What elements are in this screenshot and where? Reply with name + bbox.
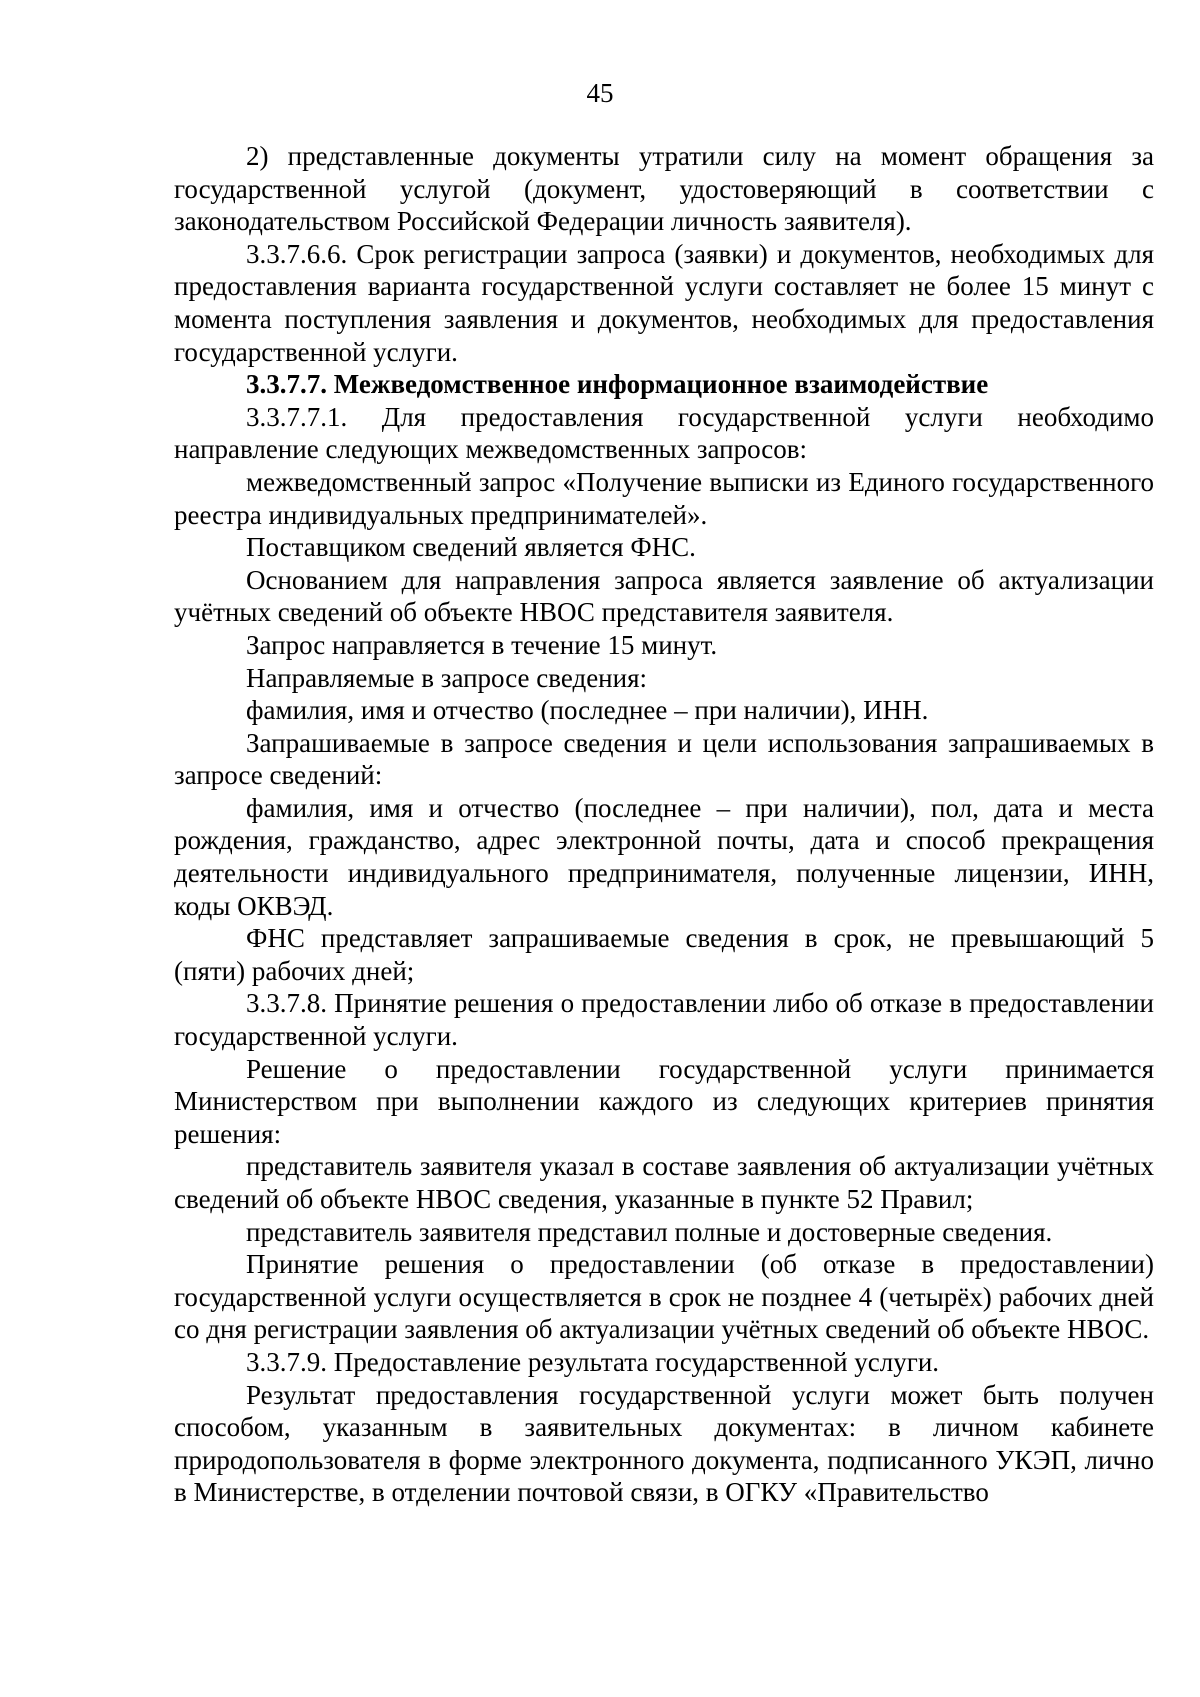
section-heading: 3.3.7.7. Межведомственное информационное взаимодействие xyxy=(246,369,989,400)
paragraph: фамилия, имя и отчество (последнее – при наличии), пол, дата и места рождения, гражданство, адрес электронной почты, дата и способ прекращения деятельности индивидуального предпринимателя, полученные лицензии, ИНН, коды ОКВЭД. xyxy=(174,792,1154,921)
paragraph: 3.3.7.6.6. Срок регистрации запроса (заявки) и документов, необходимых для предоставления варианта государственной услуги составляет не более 15 минут с момента поступления заявления и документов, необходимых для предоставления государственной услуги. xyxy=(174,238,1154,367)
paragraph: 2) представленные документы утратили силу на момент обращения за государственной услугой (документ, удостоверяющий в соответствии с законодательством Российской Федерации личность заявителя). xyxy=(174,141,1154,237)
paragraph: Запрашиваемые в запросе сведения и цели использования запрашиваемых в запросе сведений: xyxy=(174,727,1154,791)
paragraph: 3.3.7.9. Предоставление результата государственной услуги. xyxy=(246,1346,940,1377)
paragraph: ФНС представляет запрашиваемые сведения в срок, не превышающий 5 (пяти) рабочих дней; xyxy=(174,923,1154,986)
paragraph: Направляемые в запросе сведения: xyxy=(246,662,647,693)
document-body xyxy=(174,140,1154,1509)
paragraph: Результат предоставления государственной услуги может быть получен способом, указанным в заявительных документах: в личном кабинете природопользователя в форме электронного документа, подписанного УКЭП, лично в Министерстве, в отделении почтовой связи, в ОГКУ «Правительство xyxy=(174,1379,1154,1508)
paragraph: 3.3.7.8. Принятие решения о предоставлении либо об отказе в предоставлении государственной услуги. xyxy=(174,988,1154,1052)
paragraph: Решение о предоставлении государственной услуги принимается Министерством при выполнении каждого из следующих критериев принятия решения: xyxy=(174,1053,1154,1149)
paragraph: Поставщиком сведений является ФНС. xyxy=(246,532,696,563)
paragraph: межведомственный запрос «Получение выписки из Единого государственного реестра индивидуальных предпринимателей». xyxy=(174,466,1154,530)
paragraph: 3.3.7.7.1. Для предоставления государственной услуги необходимо направление следующих межведомственных запросов: xyxy=(174,401,1154,465)
page-number: 45 xyxy=(586,78,614,108)
paragraph: представитель заявителя представил полные и достоверные сведения. xyxy=(246,1216,1053,1247)
paragraph: фамилия, имя и отчество (последнее – при наличии), ИНН. xyxy=(246,695,929,726)
paragraph: Запрос направляется в течение 15 минут. xyxy=(246,629,718,660)
paragraph: представитель заявителя указал в составе заявления об актуализации учётных сведений об объекте НВОС сведения, указанные в пункте 52 Правил; xyxy=(174,1151,1154,1214)
paragraph: Основанием для направления запроса является заявление об актуализации учётных сведений об объекте НВОС представителя заявителя. xyxy=(174,564,1154,628)
paragraph: Принятие решения о предоставлении (об отказе в предоставлении) государственной услуги осуществляется в срок не позднее 4 (четырёх) рабочих дней со дня регистрации заявления об актуализации учётных сведений об объекте НВОС. xyxy=(174,1249,1154,1345)
